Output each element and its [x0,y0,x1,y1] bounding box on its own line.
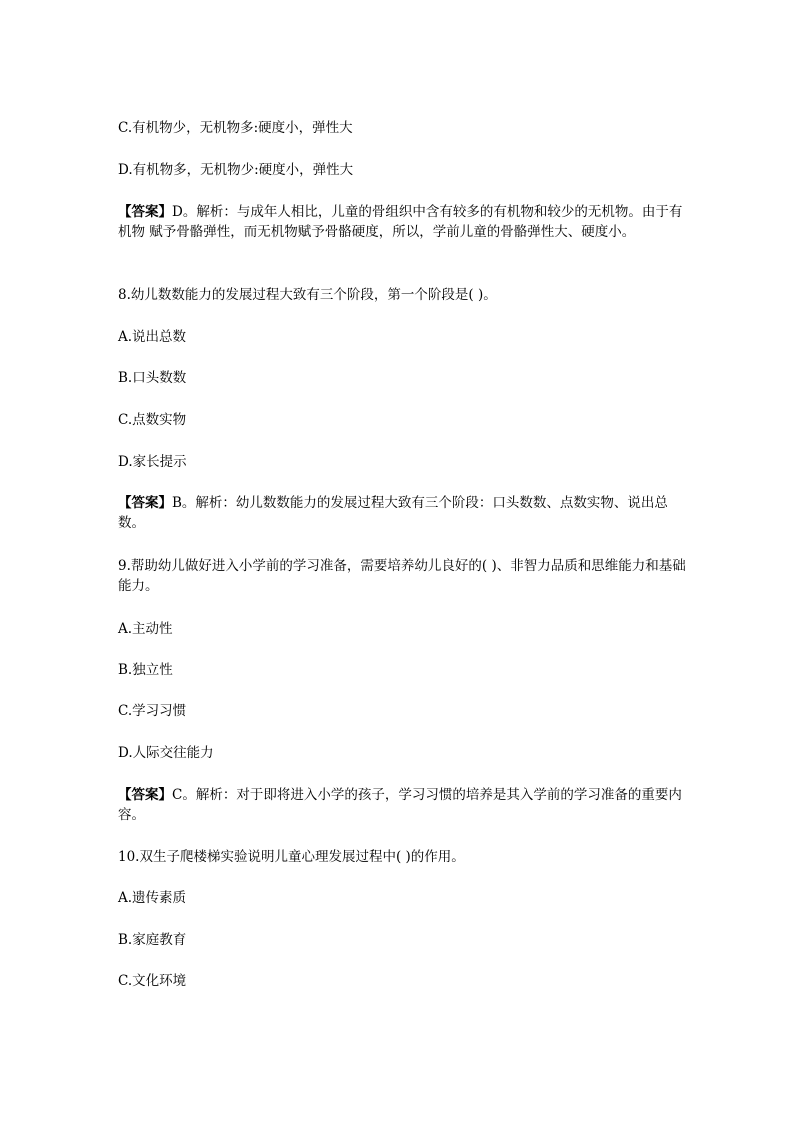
answer-text: D。解析：与成年人相比，儿童的骨组织中含有较多的有机物和较少的无机物。由于有机物 赋予骨骼弹性，而无机物赋予骨骼硬度，所以，学前儿童的骨骼弹性大、硬度小。 [118,204,683,240]
q9-answer [118,785,688,825]
answer-text: B。解析：幼儿数数能力的发展过程大致有三个阶段：口头数数、点数实物、说出总数。 [118,495,668,531]
q7-option-d: D.有机物多，无机物少:硬度小，弹性大 [118,162,354,178]
q8-option-d: D.家长提示 [118,454,187,470]
q9-option-a: A.主动性 [118,621,173,637]
answer-label: 【答案】 [118,204,172,220]
q7-answer [118,202,688,242]
q7-option-c: C.有机物少，无机物多:硬度小，弹性大 [118,120,353,136]
q10-option-b: B.家庭教育 [118,932,187,948]
q10-option-a: A.遗传素质 [118,890,187,906]
q8-option-a: A.说出总数 [118,329,187,345]
q10-option-c: C.文化环境 [118,973,187,989]
q8-answer [118,493,688,533]
q9-question: 9.帮助幼儿做好进入小学前的学习准备，需要培养幼儿良好的( )、非智力品质和思维能力和基础能力。 [118,558,686,594]
q8-question: 8.幼儿数数能力的发展过程大致有三个阶段，第一个阶段是( )。 [118,287,497,303]
answer-text: C。解析：对于即将进入小学的孩子，学习习惯的培养是其入学前的学习准备的重要内容。 [118,787,682,823]
answer-label: 【答案】 [118,787,172,803]
q10-question: 10.双生子爬楼梯实验说明儿童心理发展过程中( )的作用。 [118,849,465,865]
q9-option-b: B.独立性 [118,662,173,678]
q8-option-b: B.口头数数 [118,370,187,386]
q8-option-c: C.点数实物 [118,412,187,428]
q9-option-d: D.人际交往能力 [118,745,214,761]
q9-option-c: C.学习习惯 [118,703,187,719]
answer-label: 【答案】 [118,495,172,511]
